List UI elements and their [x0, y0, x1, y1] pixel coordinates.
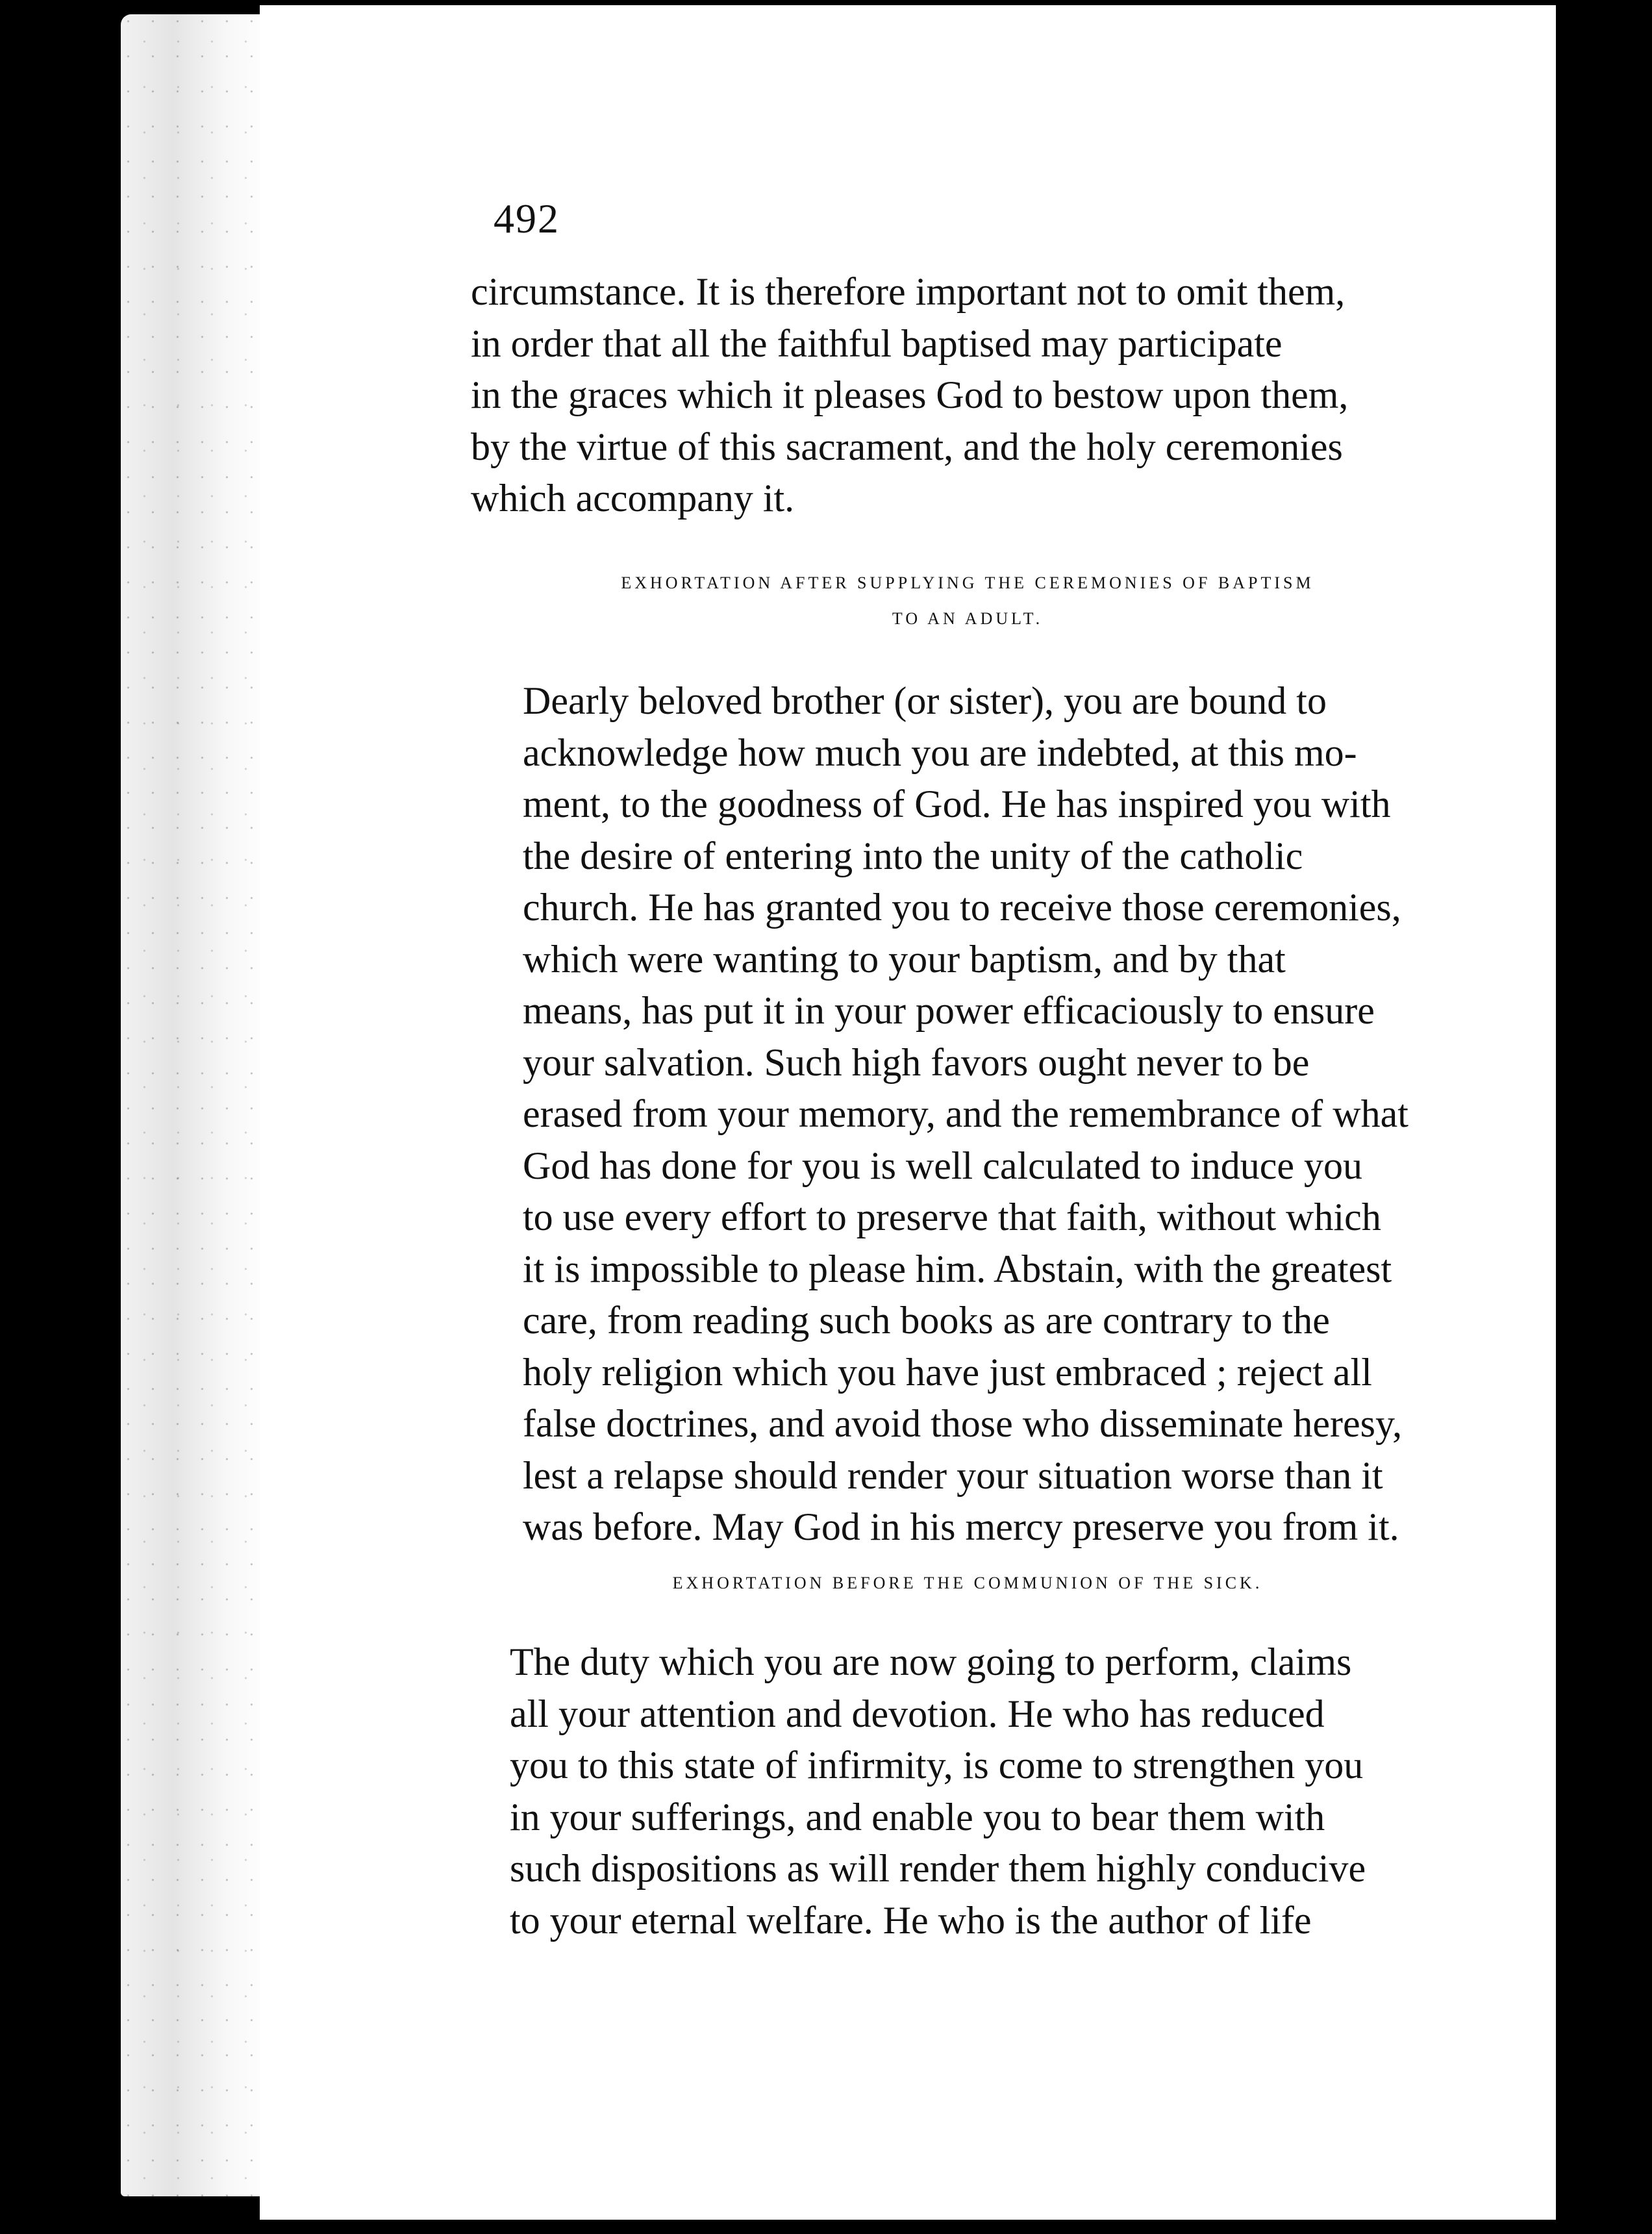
paragraph-exhortation-communion [471, 1637, 1468, 1946]
text-line: ment, to the goodness of God. He has inspired you with [523, 783, 1391, 825]
text-line: was before. May God in his mercy preserve you from it. [523, 1505, 1399, 1548]
text-line: which were wanting to your baptism, and by that [523, 937, 1286, 981]
page-border-rule [1573, 52, 1584, 2143]
text-line: in order that all the faithful baptised may participate [471, 321, 1283, 365]
section-heading-baptism [494, 565, 1442, 636]
text-line: The duty which you are now going to perform, claims [510, 1640, 1352, 1683]
book-page-edges [121, 14, 270, 2196]
text-line: to your eternal welfare. He who is the author of life [510, 1898, 1312, 1942]
text-line: by the virtue of this sacrament, and the holy ceremonies [471, 425, 1343, 468]
text-line: church. He has granted you to receive those ceremonies, [523, 886, 1401, 929]
text-line: care, from reading such books as are contrary to the [523, 1299, 1330, 1342]
text-line: God has done for you is well calculated to induce you [523, 1144, 1362, 1187]
paragraph-exhortation-baptism [471, 675, 1468, 1553]
heading-line: EXHORTATION BEFORE THE COMMUNION OF THE SICK. [672, 1574, 1263, 1592]
text-line: you to this state of infirmity, is come to strengthen you [510, 1744, 1364, 1787]
section-heading-communion [494, 1565, 1442, 1601]
page-number: 492 [494, 195, 560, 242]
paragraph-continued [471, 266, 1468, 525]
text-line: in the graces which it pleases God to bestow upon them, [471, 373, 1349, 416]
heading-line: TO AN ADULT. [892, 609, 1044, 628]
text-line: lest a relapse should render your situation worse than it [523, 1453, 1383, 1497]
text-line: acknowledge how much you are indebted, at this mo- [523, 731, 1357, 774]
text-line: to use every effort to preserve that faith, without which [523, 1196, 1381, 1238]
text-line: in your sufferings, and enable you to bear them with [510, 1795, 1325, 1839]
text-line: your salvation. Such high favors ought never to be [523, 1040, 1310, 1084]
text-line: the desire of entering into the unity of the catholic [523, 834, 1303, 877]
text-line: which accompany it. [471, 477, 795, 520]
text-line: erased from your memory, and the remembrance of what [523, 1092, 1408, 1135]
text-line: false doctrines, and avoid those who disseminate heresy, [523, 1402, 1403, 1445]
text-line: all your attention and devotion. He who has reduced [510, 1692, 1325, 1735]
heading-line: EXHORTATION AFTER SUPPLYING THE CEREMONIES OF BAPTISM [621, 573, 1314, 592]
text-line: holy religion which you have just embraced ; reject all [523, 1350, 1372, 1394]
text-line: such dispositions as will render them highly conducive [510, 1847, 1366, 1890]
text-line: it is impossible to please him. Abstain, with the greatest [523, 1247, 1392, 1290]
text-line: circumstance. It is therefore important not to omit them, [471, 270, 1345, 313]
text-line: means, has put it in your power efficaciously to ensure [523, 989, 1375, 1032]
text-line: Dearly beloved brother (or sister), you are bound to [523, 679, 1327, 722]
